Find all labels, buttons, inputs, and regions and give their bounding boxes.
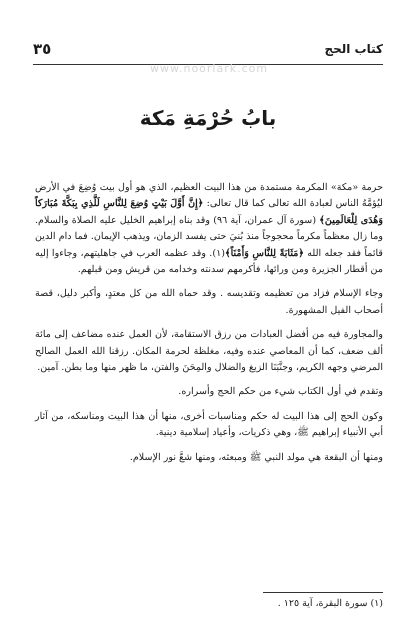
- paragraph-text: وتقدم في أول الكتاب شيء من حكم الحج وأسراره.: [178, 386, 383, 398]
- paragraph-text: حرمة «مكة» المكرمة مستمدة من هذا البيت العظيم، الذي هو أول بيت وُضِعَ في الأرض ليُؤمَّهُ الناس لعبادة الله تعالى كما قال تعالى:: [35, 182, 383, 210]
- paragraph-text: (سورة آل عمران، آية ٩٦) وقد بناه إبراهيم الخليل عليه الصلاة والسلام. وما زال معظماً مكرماً محجوجاً منذ بُنيَ حتى يفسد الزمان، ويذهب الإيمان. فما دام الدين قائماً فقد جعله الله: [35, 214, 384, 259]
- paragraph: [35, 450, 383, 466]
- paragraph-text: وجاء الإسلام فزاد من تعظيمه وتقديسه . وقد حماه الله من كل معتدٍ، وأكبر دليل، قصة أصحاب الفيل المشهورة.: [35, 288, 383, 316]
- page-number: ٣٥: [33, 40, 52, 58]
- quran-verse: ﴿إِنَّ أَوَّلَ بَيْتٍ وُضِعَ لِلنَّاسِ لَلَّذِي بِبَكَّةَ مُبَارَكاً وَهُدَى لِلْعَالَمِينَ﴾: [35, 198, 383, 226]
- paragraph-text: وكون الحج إلى هذا البيت له حكم ومناسبات أخرى، منها أن هذا البيت ومناسكه، من آثار أبي الأنبياء إبراهيم ﷺ، وهي ذكريات، وأعياد إسلامية دينية.: [35, 410, 383, 439]
- paragraph-text: ومنها أن البقعة هي مولد النبي ﷺ ومبعثه، ومنها شعَّ نور الإسلام.: [129, 451, 383, 463]
- paragraph: [35, 409, 383, 442]
- paragraph-text: (١). وقد عظمه العرب في جاهليتهم، وجاءوا إليه من أقطار الجزيرة ومن ورائها، فأكرمهم سدنته وخدامه من قريش ومن قبلهم.: [35, 247, 383, 276]
- paragraph-text: والمجاورة فيه من أفضل العبادات من رزق الاستقامة، لأن العمل عنده مضاعف إلى مائة ألف ضعف، كما أن المعاصي عنده وفيه، مغلظة لحرمة المكان. رزقنا الله العمل الصالح المرضي وجهه الكريم، وجنَّبَنَا الزيغ والضلال والمِحَنَ والفتن، ما ظهر منها وما بطن. آمين.: [35, 329, 383, 374]
- paragraph: [35, 286, 383, 319]
- watermark-text: www.noorlark.com: [150, 62, 269, 75]
- paragraph: [35, 384, 383, 400]
- page-header: [33, 40, 383, 60]
- paragraph: [35, 327, 383, 376]
- quran-verse: ﴿مَثَابَةً لِلنَّاسِ وَأَمْنَاً﴾: [224, 247, 305, 259]
- body-text: [35, 180, 383, 474]
- paragraph: [35, 180, 383, 278]
- chapter-title: بابُ حُرْمَةِ مَكة: [139, 106, 277, 130]
- running-title: كتاب الحج: [324, 42, 383, 56]
- footnote: (١) سورة البقرة، آية ١٢٥ .: [277, 598, 383, 609]
- footnote-rule: [263, 592, 383, 593]
